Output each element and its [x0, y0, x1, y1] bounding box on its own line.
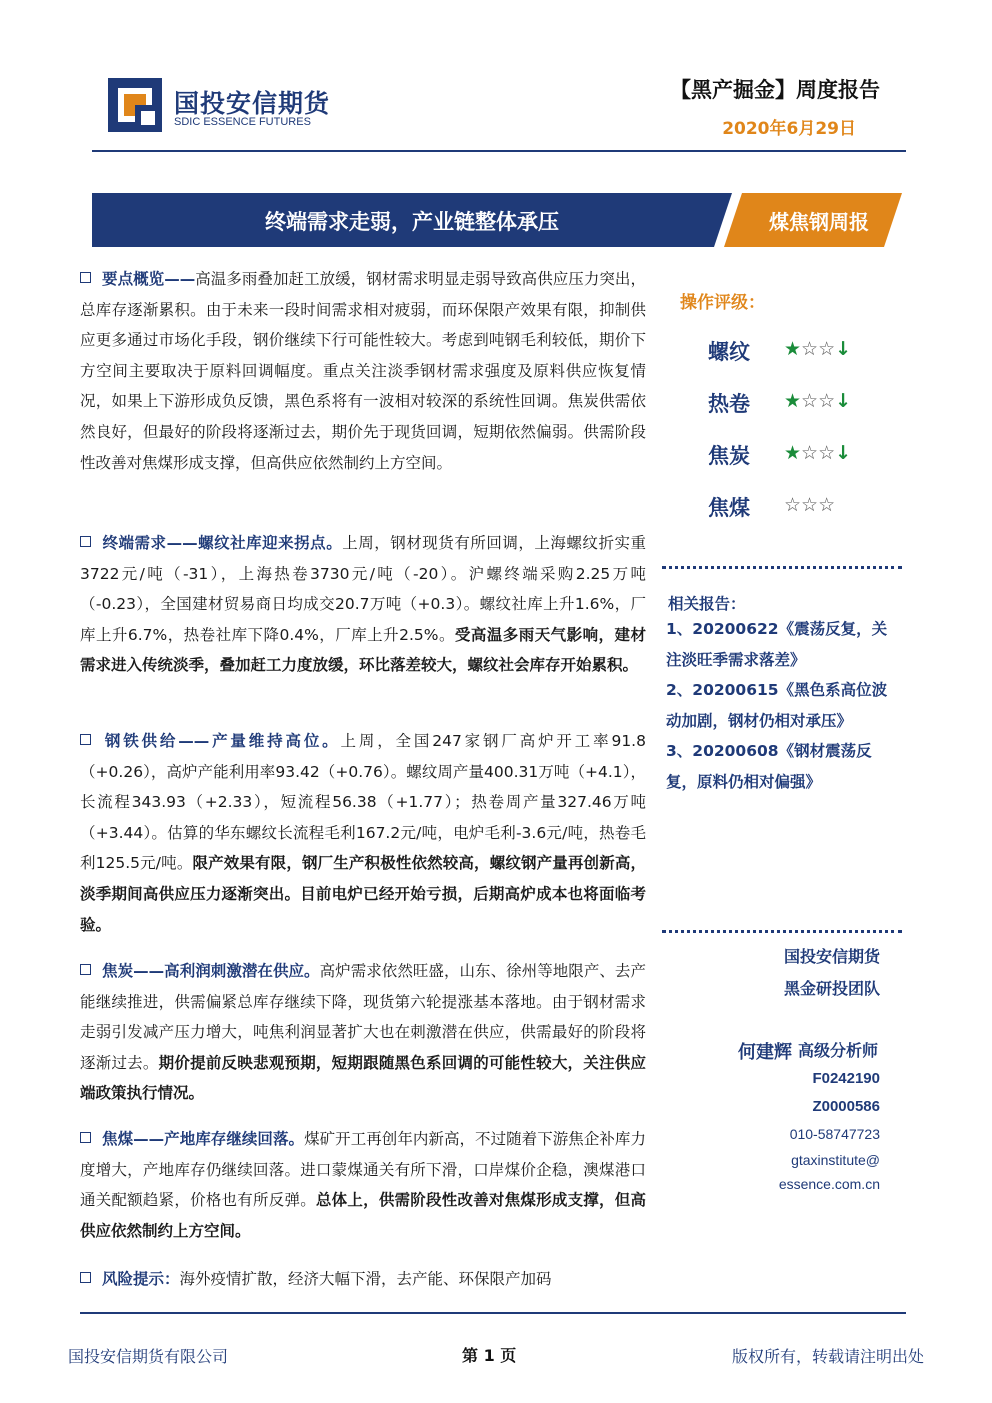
analyst-cert-f: F0242190: [812, 1070, 880, 1087]
checkbox-bullet-icon: [80, 1132, 91, 1143]
section-overview: [80, 264, 646, 478]
section-steel-supply: [80, 726, 646, 940]
analyst-name: 何建辉: [738, 1042, 792, 1063]
section-body: 上周，钢材现货有所回调，上海螺纹折实重3722元/吨（-31），上海热卷3730元/吨（-20）。沪螺终端采购2.25万吨（-0.23），全国建材贸易商日均成交20.7万吨（+0.3）。螺纹社库上升1.6%，厂库上升6.7%，热卷社库下降0.4%，厂库上升2.5%。: [80, 534, 646, 644]
related-reports-list: [666, 614, 902, 798]
section-heading: 焦炭——高利润刺激潜在供应。: [102, 962, 320, 980]
star-filled-icon: ★: [784, 390, 802, 412]
section-body: 海外疫情扩散，经济大幅下滑，去产能、环保限产加码: [179, 1270, 552, 1288]
related-report-item[interactable]: 2、20200615《黑色系高位波动加剧，钢材仍相对承压》: [666, 681, 888, 730]
star-filled-icon: ★: [784, 338, 802, 360]
team-company: 国投安信期货: [783, 947, 880, 966]
section-demand: [80, 528, 646, 681]
section-coke: [80, 956, 646, 1109]
banner-title: 终端需求走弱，产业链整体承压: [265, 210, 559, 234]
related-report-item[interactable]: 1、20200622《震荡反复，关注淡旺季需求落差》: [666, 620, 888, 669]
section-heading: 要点概览——: [102, 270, 196, 288]
rating-name: 焦炭: [708, 444, 750, 468]
section-coking-coal: [80, 1124, 646, 1246]
rating-title: 操作评级：: [680, 293, 765, 313]
rating-stars: [784, 390, 851, 412]
star-empty-icon: ☆☆: [801, 390, 836, 412]
section-body: 高温多雨叠加赶工放缓，钢材需求明显走弱导致高供应压力突出，总库存逐渐累积。由于未来一段时间需求相对疲弱，而环保限产效果有限，抑制供应更多通过市场化手段，钢价继续下行可能性较大。考虑到吨钢毛利较低，期价下方空间主要取决于原料回调幅度。重点关注淡季钢材需求强度及原料供应恢复情况，如果上下游形成负反馈，黑色系将有一波相对较深的系统性回调。焦炭供需依然良好，但最好的阶段将逐渐过去，期价先于现货回调，短期依然偏弱。供需阶段性改善对焦煤形成支撑，但高供应依然制约上方空间。: [80, 270, 646, 472]
star-filled-icon: ★: [784, 442, 802, 464]
report-date: 2020年6月29日: [722, 119, 856, 139]
rating-row-coke: [708, 440, 908, 472]
logo-company-cn: 国投安信期货: [174, 89, 331, 118]
sidebar-divider: [662, 566, 902, 569]
star-empty-icon: ☆☆: [801, 338, 836, 360]
checkbox-bullet-icon: [80, 272, 91, 283]
section-heading: 钢铁供给——产量维持高位。: [102, 732, 341, 750]
sidebar-divider: [662, 930, 902, 933]
analyst-email-line2[interactable]: essence.com.cn: [778, 1176, 880, 1192]
footer-copyright: 版权所有，转载请注明出处: [731, 1347, 924, 1366]
section-conclusion: 限产效果有限，钢厂生产积极性依然较高，螺纹钢产量再创新高，淡季期间高供应压力逐渐突出。目前电炉已经开始亏损，后期高炉成本也将面临考验。: [80, 854, 646, 934]
down-arrow-icon: ↓: [835, 338, 852, 360]
logo-company-en: SDIC ESSENCE FUTURES: [174, 116, 311, 128]
analyst-phone: 010-58747723: [789, 1126, 880, 1142]
section-body: 煤矿开工再创年内新高，不过随着下游焦企补库力度增大，产地库存仍继续回落。进口蒙煤通关有所下滑，口岸煤价企稳，澳煤港口通关配额趋紧，价格也有所反弹。: [80, 1130, 646, 1210]
rating-stars: [784, 494, 835, 516]
star-empty-icon: ☆☆: [801, 442, 836, 464]
rating-name: 焦煤: [708, 496, 750, 520]
section-risk: [80, 1264, 646, 1295]
banner-tag: 煤焦钢周报: [769, 210, 869, 234]
checkbox-bullet-icon: [80, 536, 91, 547]
header-divider: [92, 150, 906, 152]
rating-name: 螺纹: [708, 340, 750, 364]
checkbox-bullet-icon: [80, 964, 91, 975]
footer-page-number: 第 1 页: [462, 1346, 517, 1365]
footer-divider: [80, 1312, 906, 1314]
report-type: 【黑产掘金】周度报告: [670, 78, 880, 102]
company-logo: [108, 78, 368, 138]
footer-company: 国投安信期货有限公司: [68, 1347, 229, 1366]
down-arrow-icon: ↓: [835, 442, 852, 464]
section-conclusion: 总体上，供需阶段性改善对焦煤形成支撑，但高供应依然制约上方空间。: [80, 1191, 646, 1240]
rating-row-coking-coal: [708, 492, 908, 524]
section-body: 上周，全国247家钢厂高炉开工率91.8（+0.26），高炉产能利用率93.42（+0.76）。螺纹周产量400.31万吨（+4.1），长流程343.93（+2.33），短流程56.38（+1.77）；热卷周产量327.46万吨（+3.44）。估算的华东螺纹长流程毛利167.2元/吨，电炉毛利-3.6元/吨，热卷毛利125.5元/吨。: [80, 732, 646, 873]
analyst-cert-z: Z0000586: [812, 1098, 880, 1115]
section-heading: 焦煤——产地库存继续回落。: [102, 1130, 305, 1148]
rating-stars: [784, 338, 851, 360]
analyst-email-line1[interactable]: gtaxinstitute@: [791, 1152, 880, 1168]
rating-row-rebar: [708, 336, 908, 368]
down-arrow-icon: ↓: [835, 390, 852, 412]
section-heading: 终端需求——螺纹社库迎来拐点。: [102, 534, 343, 552]
related-reports-title: 相关报告：: [668, 595, 746, 613]
section-heading: 风险提示：: [102, 1270, 180, 1288]
rating-stars: [784, 442, 851, 464]
section-conclusion: 期价提前反映悲观预期，短期跟随黑色系回调的可能性较大，关注供应端政策执行情况。: [80, 1053, 646, 1103]
rating-row-hot-coil: [708, 388, 908, 420]
section-body: 高炉需求依然旺盛，山东、徐州等地限产、去产能继续推进，供需偏紧总库存继续下降，现货第六轮提涨基本落地。由于钢材需求走弱引发减产压力增大，吨焦利润显著扩大也在刺激潜在供应，供需最好的阶段将逐渐过去。: [80, 962, 646, 1072]
section-conclusion: 受高温多雨天气影响，建材需求进入传统淡季，叠加赶工力度放缓，环比落差较大，螺纹社会库存开始累积。: [80, 625, 646, 675]
rating-name: 热卷: [708, 392, 750, 416]
checkbox-bullet-icon: [80, 1272, 91, 1283]
star-empty-icon: ☆☆☆: [784, 494, 836, 516]
title-banner: [92, 193, 902, 247]
analyst-title: 高级分析师: [797, 1041, 878, 1060]
team-name: 黑金研投团队: [783, 979, 880, 998]
checkbox-bullet-icon: [80, 734, 91, 745]
logo-mark-icon: [108, 78, 162, 132]
related-report-item[interactable]: 3、20200608《钢材震荡反复，原料仍相对偏强》: [666, 742, 872, 791]
